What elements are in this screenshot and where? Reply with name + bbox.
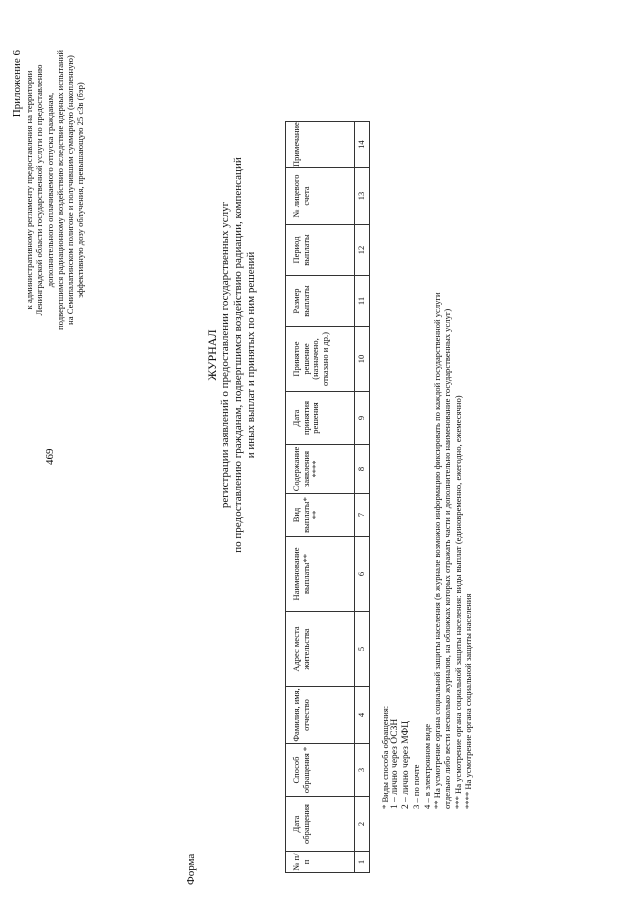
table-cell: 14 <box>355 122 370 168</box>
appendix-line: к административному регламенту предоставления на территории <box>24 70 34 310</box>
table-cell: 7 <box>355 494 370 537</box>
footnote-methods-title: * Виды способа обращения: <box>380 705 390 809</box>
appendix-title: Приложение 6 <box>11 50 23 118</box>
journal-title: ЖУРНАЛ <box>205 329 219 381</box>
col-header-note: Примечание <box>286 122 355 168</box>
journal-table <box>285 121 370 873</box>
table-cell: 5 <box>355 612 370 687</box>
appendix-line: подвергшимся радиационному воздействию вследствие ядерных испытаний <box>54 50 65 330</box>
col-header-date: Дата обращения <box>286 797 355 852</box>
appendix-line: дополнительного оплачиваемого отпуска гражданам, <box>44 92 55 288</box>
form-label: Форма <box>185 853 197 885</box>
footnotes <box>380 29 474 809</box>
table-cell: 11 <box>355 276 370 327</box>
table-number-row <box>355 122 370 873</box>
col-header-decision: Принятое решение (назначено, отказано и др.) <box>286 327 355 392</box>
table-header-row <box>286 122 355 873</box>
footnote-star3: *** На усмотрение органа социальной защиты населения: виды выплат (единовременно, ежегодно, ежемесячно) <box>452 395 463 809</box>
col-header-application-content: Содержание заявления **** <box>286 445 355 494</box>
footnote-method-item: 1 – лично через ОСЗН <box>390 718 401 809</box>
col-header-method: Способ обращения * <box>286 744 355 797</box>
journal-subtitle-line: регистрации заявлений о предоставлении государственных услуг <box>219 201 231 509</box>
table-cell: 3 <box>355 744 370 797</box>
table-cell: 1 <box>355 852 370 873</box>
col-header-number: № п/п <box>286 852 355 873</box>
table-cell: 2 <box>355 797 370 852</box>
footnote-star4: **** На усмотрение органа социальной защиты населения <box>463 593 474 809</box>
col-header-payment-amount: Размер выплаты <box>286 276 355 327</box>
journal-title-block <box>205 65 258 645</box>
table-cell: 9 <box>355 392 370 445</box>
table-cell: 10 <box>355 327 370 392</box>
journal-subtitle-line: по предоставлению гражданам, подвергшимся воздействию радиации, компенсаций <box>232 157 244 553</box>
footnote-star2-line1: ** На усмотрение органа социальной защиты населения (в журнале возможно информацию фиксировать по каждой государственной услуги <box>432 292 443 809</box>
appendix-line: на Семипалатинском полигоне и получившим суммарную (накопленную) <box>65 55 76 325</box>
table-cell: 6 <box>355 537 370 612</box>
journal-subtitle-line: и иных выплат и принятых по ним решений <box>245 251 257 459</box>
table-cell: 13 <box>355 168 370 225</box>
footnote-method-item: 4 – в электронном виде <box>421 723 432 809</box>
col-header-payment-type: Вид выплаты* ** <box>286 494 355 537</box>
footnote-method-item: 2 – лично через МФЦ <box>400 721 411 809</box>
page-number: 469 <box>44 448 56 465</box>
col-header-fullname: Фамилия, имя, отчество <box>286 687 355 744</box>
appendix-header <box>10 40 86 340</box>
col-header-account-number: № лицевого счета <box>286 168 355 225</box>
col-header-payment-name: Наименование выплаты** <box>286 537 355 612</box>
col-header-address: Адрес места жительства <box>286 612 355 687</box>
table-cell: 12 <box>355 225 370 276</box>
col-header-payment-period: Период выплаты <box>286 225 355 276</box>
table-cell: 8 <box>355 445 370 494</box>
footnote-method-item: 3 – по почте <box>411 764 422 809</box>
appendix-line: Ленинградской области государственной услуги по предоставлению <box>34 64 45 316</box>
table-cell: 4 <box>355 687 370 744</box>
appendix-line: эффективную дозу облучения, превышающую 25 сЗв (бэр) <box>75 82 86 298</box>
col-header-decision-date: Дата принятия решения <box>286 392 355 445</box>
footnote-star2-line2: отдельно либо вести несколько журналов, на обложках которых отражать части и дополнительно наименование государственных услуг) <box>442 308 453 809</box>
